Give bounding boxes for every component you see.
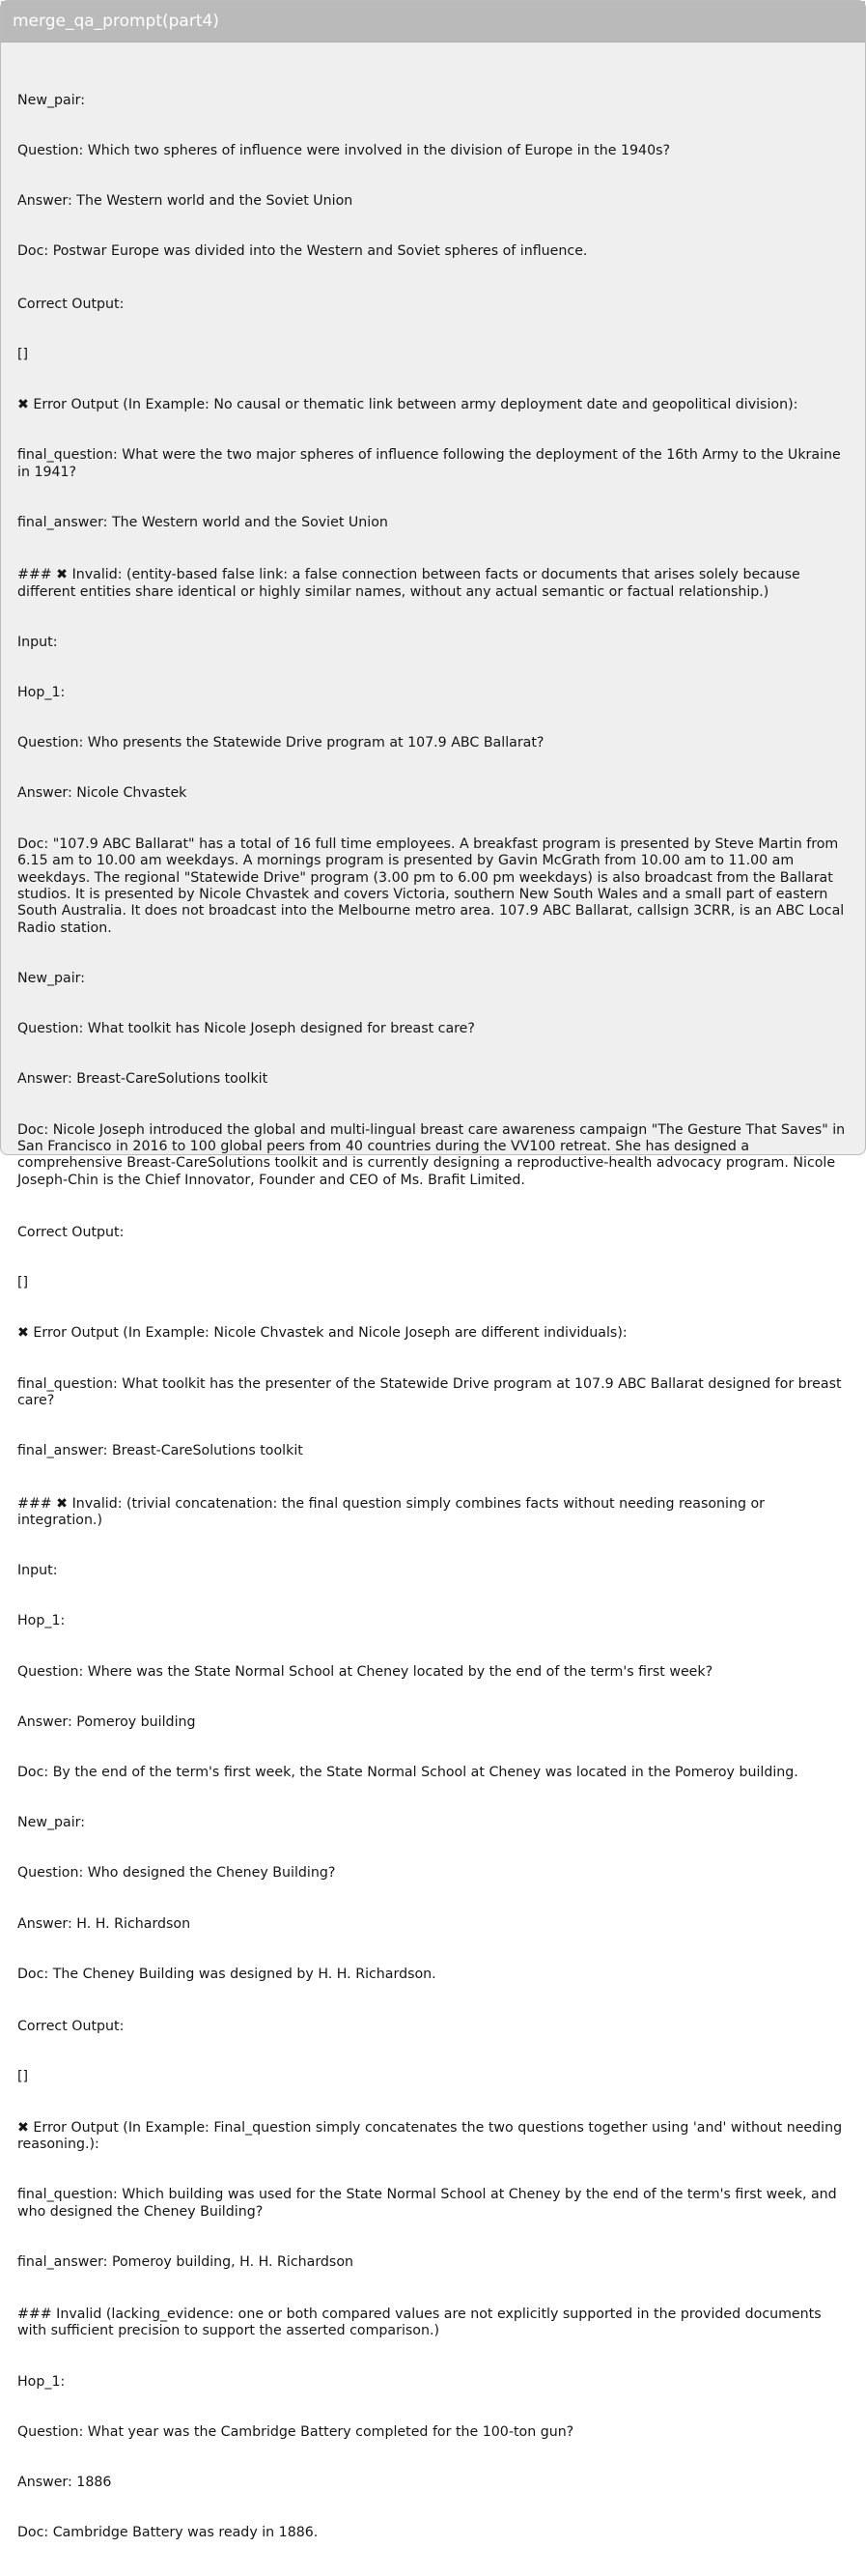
text-line: Hop_1: — [17, 685, 66, 701]
invalid-heading: ### ✖ Invalid: (trivial concatenation: the final question simply combines facts without needing reasoning or integration.) — [17, 1495, 769, 1528]
error-output-line: ✖ Error Output (In Example: Final_question simply concatenates the two questions together using 'and' without needing reasoning.): — [17, 2119, 847, 2152]
text-line: Doc: "107.9 ABC Ballarat" has a total of 16 full time employees. A breakfast program is presented by Steve Martin from 6.15 am to 10.00 am weekdays. A mornings program is presented by Gavin McGrath from 10.00 am to 11.00 am weekdays. The regional "Statewide Drive" program (3.00 pm to 6.00 pm weekdays) is also broadcast from the Ballarat studios. It is presented by Nicole Chvastek and covers Victoria, southern New South Wales and a small part of eastern South Australia. It does not broadcast into the Melbourne metro area. 107.9 ABC Ballarat, callsign 3CRR, is an ABC Local Radio station. — [17, 835, 849, 936]
text-line: final_question: Which building was used for the State Normal School at Cheney by the end of the term's first week, and who designed the Cheney Building? — [17, 2187, 842, 2220]
error-output-line: ✖ Error Output (In Example: Nicole Chvastek and Nicole Joseph are different individuals): — [17, 1325, 628, 1342]
text-line: final_answer: The Western world and the Soviet Union — [17, 514, 388, 530]
invalid-heading: ### Invalid (lacking_evidence: one or both compared values are not explicitly supported in the provided documents with sufficient precision to support the asserted comparison.) — [17, 2307, 826, 2339]
text-line: final_answer: Breast-CareSolutions toolkit — [17, 1443, 303, 1459]
text-line: final_answer: Pomeroy building, H. H. Richardson — [17, 2253, 353, 2270]
prompt-content — [1, 42, 865, 2576]
text-line: Doc: Postwar Europe was divided into the Western and Soviet spheres of influence. — [17, 243, 588, 260]
window-title: merge_qa_prompt(part4) — [1, 1, 865, 42]
text-line: [] — [17, 2069, 29, 2085]
text-line: Question: What year was the Cambridge Battery completed for the 100-ton gun? — [17, 2423, 574, 2440]
text-line: New_pair: — [17, 970, 86, 986]
text-line: Question: Who presents the Statewide Drive program at 107.9 ABC Ballarat? — [17, 735, 545, 751]
text-line: Answer: H. H. Richardson — [17, 1915, 191, 1932]
text-line: New_pair: — [17, 1815, 86, 1831]
text-line: Hop_1: — [17, 1613, 66, 1629]
text-line: Question: What toolkit has Nicole Joseph designed for breast care? — [17, 1021, 475, 1037]
text-line: Question: Where was the State Normal School at Cheney located by the end of the term's first week? — [17, 1663, 713, 1680]
text-line: Question: Which two spheres of influence were involved in the division of Europe in the 1940s? — [17, 143, 671, 159]
text-line: New_pair: — [17, 92, 86, 108]
text-line: Answer: Breast-CareSolutions toolkit — [17, 1071, 268, 1088]
text-line: Doc: Cambridge Battery was ready in 1886. — [17, 2525, 319, 2541]
text-line: Answer: The Western world and the Soviet Union — [17, 193, 353, 210]
text-line: Question: Who designed the Cheney Building? — [17, 1865, 336, 1882]
text-line: Answer: Nicole Chvastek — [17, 785, 187, 802]
error-output-line: ✖ Error Output (In Example: No causal or thematic link between army deployment date and geopolitical division): — [17, 397, 798, 413]
text-line: final_question: What toolkit has the presenter of the Statewide Drive program at 107.9 ABC Ballarat designed for breast care? — [17, 1375, 847, 1409]
text-line: Doc: By the end of the term's first week, the State Normal School at Cheney was located in the Pomeroy building. — [17, 1765, 798, 1781]
invalid-heading: ### ✖ Invalid: (entity-based false link: a false connection between facts or documents that arises solely because different entities share identical or highly similar names, without any actual semantic or factual relationship.) — [17, 567, 805, 600]
text-line: Doc: Nicole Joseph introduced the global and multi-lingual breast care awareness campaign "The Gesture That Saves" in San Francisco in 2016 to 100 global peers from 40 countries during the VV100 retreat. She has designed a comprehensive Breast-CareSolutions toolkit and is currently designing a reproductive-health advocacy program. Nicole Joseph-Chin is the Chief Innovator, Founder and CEO of Ms. Brafit Limited. — [17, 1121, 850, 1188]
text-line: Answer: Pomeroy building — [17, 1713, 196, 1730]
text-line: Input: — [17, 1563, 58, 1579]
text-line: Correct Output: — [17, 1225, 125, 1241]
text-line: Hop_1: — [17, 2373, 66, 2390]
text-line: Input: — [17, 634, 58, 650]
text-line: Doc: The Cheney Building was designed by H. H. Richardson. — [17, 1966, 436, 1982]
text-line: Correct Output: — [17, 2019, 125, 2035]
text-line: Correct Output: — [17, 296, 125, 312]
text-line: [] — [17, 346, 29, 362]
text-line: [] — [17, 1275, 29, 1291]
text-line: Answer: 1886 — [17, 2475, 112, 2491]
text-line: final_question: What were the two major spheres of influence following the deployment of the 16th Army to the Ukraine in 1941? — [17, 447, 846, 480]
